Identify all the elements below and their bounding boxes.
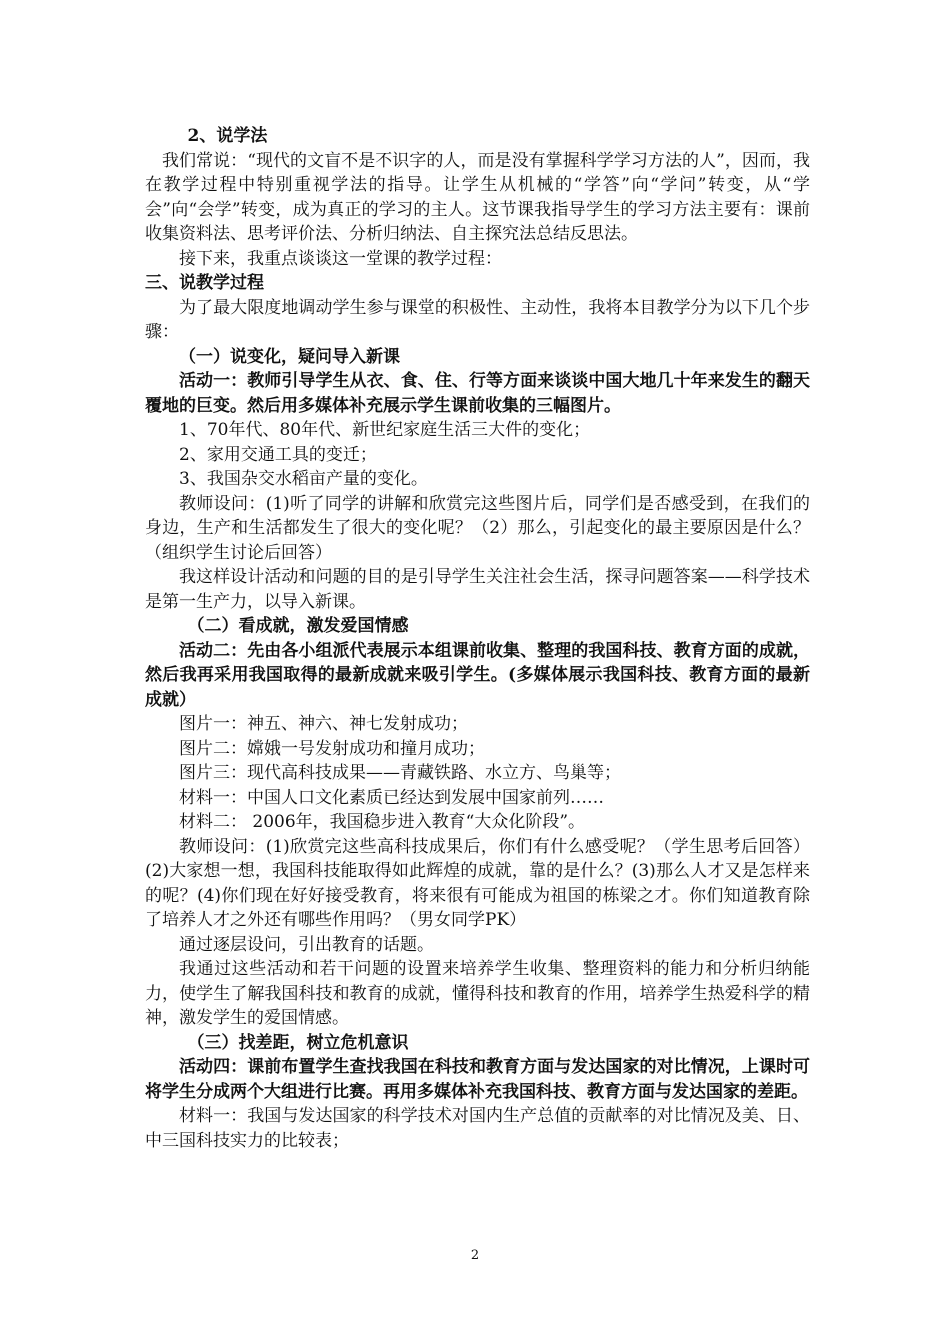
- step2-question: 教师设问：(1)欣赏完这些高科技成果后，你们有什么感受呢？（学生思考后回答）(2)大家想一想，我国科技能取得如此辉煌的成就，靠的是什么？(3)那么人才又是怎样来的呢？(4)你们现在好好接受教育，将来很有可能成为祖国的栋梁之才。你们知道教育除了培养人才之外还有哪些作用吗？（男女同学PK）: [145, 836, 810, 930]
- step2-item: 图片二：嫦娥一号发射成功和撞月成功；: [179, 738, 485, 759]
- step3-heading: （三）找差距，树立危机意识: [187, 1032, 409, 1053]
- step2-purpose: 我通过这些活动和若干问题的设置来培养学生收集、整理资料的能力和分析归纳能力，使学生了解我国科技和教育的成就，懂得科技和教育的作用，培养学生热爱科学的精神，激发学生的爱国情感。: [145, 959, 810, 1028]
- step3-material: 材料一：我国与发达国家的科学技术对国内生产总值的贡献率的对比情况及美、日、中三国科技实力的比较表；: [145, 1106, 810, 1151]
- step2-transition: 通过逐层设问，引出教育的话题。: [179, 934, 434, 955]
- step1-item: 3、我国杂交水稻亩产量的变化。: [179, 469, 428, 489]
- step1-heading: （一）说变化，疑问导入新课: [179, 346, 400, 367]
- step1-question: 教师设问：(1)听了同学的讲解和欣赏完这些图片后，同学们是否感受到，在我们的身边，生产和生活都发生了很大的变化呢？（2）那么，引起变化的最主要原因是什么？（组织学生讨论后回答）: [145, 493, 810, 563]
- step2-item: 材料二： 2006年，我国稳步进入教育“大众化阶段”。: [179, 812, 586, 832]
- study-method-paragraph: 我们常说：“现代的文盲不是不识字的人，而是没有掌握科学学习方法的人”，因而，我在教学过程中特别重视学法的指导。让学生从机械的“学答”向“学问”转变，从“学会”向“会学”转变，成为真正的学习的主人。这节课我指导学生的学习方法主要有：课前收集资料法、思考评价法、分析归纳法、自主探究法总结反思法。: [145, 150, 810, 244]
- study-method-heading: 2、说学法: [187, 126, 268, 146]
- process-heading: 三、说教学过程: [145, 273, 264, 293]
- page-number: 2: [470, 1248, 480, 1263]
- step1-activity: 活动一：教师引导学生从衣、食、住、行等方面来谈谈中国大地几十年来发生的翻天覆地的巨变。然后用多媒体补充展示学生课前收集的三幅图片。: [145, 371, 810, 416]
- step2-item: 图片一：神五、神六、神七发射成功；: [179, 714, 468, 734]
- step1-item: 1、70年代、80年代、新世纪家庭生活三大件的变化；: [179, 420, 591, 440]
- step3-activity: 活动四：课前布置学生查找我国在科技和教育方面与发达国家的对比情况，上课时可将学生分成两个大组进行比赛。再用多媒体补充我国科技、教育方面与发达国家的差距。: [145, 1057, 810, 1102]
- step2-item: 图片三：现代高科技成果——青藏铁路、水立方、鸟巢等；: [179, 763, 621, 783]
- step1-item: 2、家用交通工具的变迁；: [179, 444, 377, 465]
- transition-paragraph: 接下来，我重点谈谈这一堂课的教学过程：: [179, 248, 502, 269]
- step2-activity: 活动二：先由各小组派代表展示本组课前收集、整理的我国科技、教育方面的成就，然后我再采用我国取得的最新成就来吸引学生。(多媒体展示我国科技、教育方面的最新成就）: [145, 640, 810, 710]
- step2-item: 材料一：中国人口文化素质已经达到发展中国家前列……: [179, 787, 604, 808]
- step1-purpose: 我这样设计活动和问题的目的是引导学生关注社会生活，探寻问题答案——科学技术是第一生产力，以导入新课。: [145, 567, 810, 612]
- document-body: [145, 124, 810, 1153]
- step2-heading: （二）看成就，激发爱国情感: [187, 616, 409, 636]
- process-intro: 为了最大限度地调动学生参与课堂的积极性、主动性，我将本目教学分为以下几个步骤：: [145, 297, 810, 342]
